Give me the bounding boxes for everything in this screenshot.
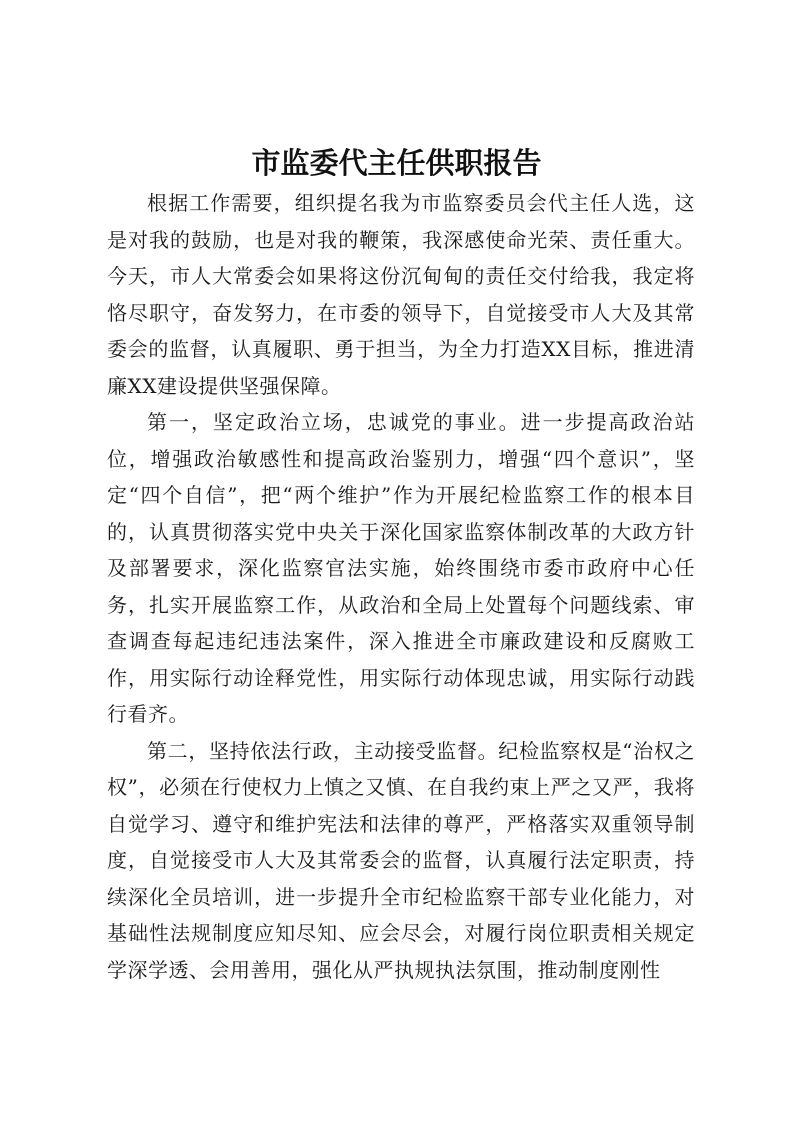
- paragraph-second-point: 第二，坚持依法行政，主动接受监督。纪检监察权是“治权之权”，必须在行使权力上慎之又慎、在自我约束上严之又严，我将自觉学习、遵守和维护宪法和法律的尊严，严格落实双重领导制度，自觉接受市人大及其常委会的监督，认真履行法定职责，持续深化全员培训，进一步提升全市纪检监察干部专业化能力，对基础性法规制度应知尽知、应会尽会，对履行岗位职责相关规定学深学透、会用善用，强化从严执规执法氛围，推动制度刚性: [107, 738, 695, 982]
- paragraph-first-point: 第一，坚定政治立场，忠诚党的事业。进一步提高政治站位，增强政治敏感性和提高政治鉴别力，增强“四个意识”，坚定“四个自信”，把“两个维护”作为开展纪检监察工作的根本目的，认真贯彻落实党中央关于深化国家监察体制改革的大政方针及部署要求，深化监察官法实施，始终围绕市委市政府中心任务，扎实开展监察工作，从政治和全局上处置每个问题线索、审查调查每起违纪违法案件，深入推进全市廉政建设和反腐败工作，用实际行动诠释党性，用实际行动体现忠诚，用实际行动践行看齐。: [107, 410, 695, 726]
- document-title: 市监委代主任供职报告: [251, 146, 542, 180]
- document-body: [107, 185, 695, 988]
- paragraph-intro: 根据工作需要，组织提名我为市监察委员会代主任人选，这是对我的鼓励，也是对我的鞭策，我深感使命光荣、责任重大。今天，市人大常委会如果将这份沉甸甸的责任交付给我，我定将恪尽职守，奋发努力，在市委的领导下，自觉接受市人大及其常委会的监督，认真履职、勇于担当，为全力打造XX目标，推进清廉XX建设提供坚强保障。: [107, 191, 695, 398]
